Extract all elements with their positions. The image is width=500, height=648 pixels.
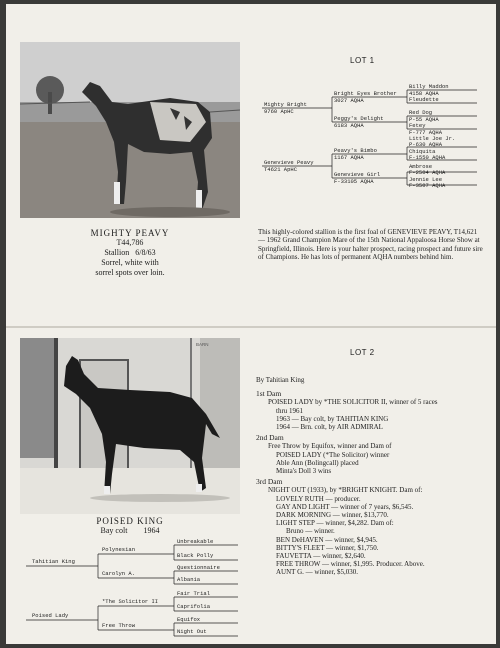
lot2-label: LOT 2 bbox=[350, 348, 375, 357]
ancestor-2-name: Black Polly bbox=[177, 552, 214, 559]
third-dam-line: LIGHT STEP — winner, $4,282. Dam of: bbox=[276, 519, 394, 528]
second-dam-heading: 2nd Dam bbox=[256, 433, 284, 443]
ancestor-5-name: Little Joe Jr. bbox=[409, 135, 456, 142]
dam-reg: T4621 ApHC bbox=[264, 166, 298, 173]
sex: Stallion bbox=[104, 248, 130, 257]
ancestor-4-name: Fetey bbox=[409, 122, 426, 129]
lot1-pedigree bbox=[262, 84, 482, 194]
foaling-year: 1964 bbox=[143, 526, 160, 535]
first-dam-heading: 1st Dam bbox=[256, 389, 282, 399]
ancestor-6-reg: F-1550 AQHA bbox=[409, 154, 446, 161]
third-dam-line: BEN DeHAVEN — winner, $4,945. bbox=[276, 535, 378, 544]
ancestor-4-name: Albania bbox=[177, 576, 201, 583]
ancestor-8-reg: F-3507 AQHA bbox=[409, 182, 446, 189]
third-dam-line: DARK MORNING — winner, $13,770. bbox=[276, 511, 389, 520]
granddam-1-reg: 6183 AQHA bbox=[334, 122, 364, 129]
registration-number: T44,786 bbox=[116, 238, 144, 247]
sire-reg: 9760 ApHC bbox=[264, 108, 294, 115]
ancestor-3-name: Red Dog bbox=[409, 109, 433, 116]
first-dam-line: POISED LADY by *THE SOLICITOR II, winner of 5 races bbox=[268, 398, 438, 407]
third-dam-line: GAY AND LIGHT — winner of 7 years, $6,545. bbox=[276, 502, 414, 511]
granddam-2-name: Free Throw bbox=[102, 622, 136, 629]
dam-name: Genevieve Peavy bbox=[264, 159, 314, 166]
ancestor-1-name: Unbreakable bbox=[177, 538, 214, 545]
horse-name: POISED KING bbox=[96, 516, 164, 526]
horse-photo-mighty-peavy bbox=[20, 42, 240, 218]
second-dam-line: POISED LADY (*The Solicitor) winner bbox=[276, 450, 390, 459]
ancestor-3-reg: P-55 AQHA bbox=[409, 116, 439, 123]
first-dam-line: 1964 — Brn. colt, by AIR ADMIRAL bbox=[276, 423, 383, 432]
ancestor-7-name: Ambrose bbox=[409, 163, 433, 170]
granddam-1-name: Peggy's Delight bbox=[334, 115, 384, 122]
first-dam-line: 1963 — Bay colt, by TAHITIAN KING bbox=[276, 414, 389, 423]
ancestor-8-name: Night Out bbox=[177, 628, 207, 635]
pedigree-lines bbox=[26, 538, 250, 638]
horse-photo-poised-king bbox=[20, 338, 240, 514]
third-dam-heading: 3rd Dam bbox=[256, 477, 283, 487]
third-dam-line: AUNT G. — winner, $5,030. bbox=[276, 568, 359, 577]
lot1-description: This highly-colored stallion is the first foal of GENEVIEVE PEAVY, T14,621 — 1962 Grand Champion Mare of the 15th National Appaloosa Horse Show at Springfield, Illinois. Here is your halter prospect, racing prospect and future sire of Champions. He has lots of permanent AQHA numbers behind him. bbox=[258, 228, 483, 262]
grandsire-1-name: Bright Eyes Brother bbox=[334, 90, 397, 97]
lot2-race-record bbox=[256, 376, 492, 577]
third-dam-line: Bruno — winner. bbox=[286, 527, 335, 536]
ancestor-1-name: Billy Maddon bbox=[409, 83, 449, 90]
foaling-date: 6/8/63 bbox=[135, 248, 156, 257]
grandsire-1-reg: 3027 AQHA bbox=[334, 97, 364, 104]
barn-sign: BARN bbox=[196, 342, 209, 347]
third-dam-line: NIGHT OUT (1933), by *BRIGHT KNIGHT. Dam of: bbox=[268, 486, 423, 495]
second-dam-line: Free Throw by Equifox, winner and Dam of bbox=[268, 442, 392, 451]
grandsire-1-name: Polynesian bbox=[102, 546, 136, 553]
ancestor-4-reg: F-777 AQHA bbox=[409, 129, 443, 136]
ancestor-6-name: Caprifolia bbox=[177, 603, 211, 610]
third-dam-line: FAUVETTA — winner, $2,640. bbox=[276, 552, 366, 561]
dam-name: Poised Lady bbox=[32, 612, 69, 619]
ancestor-5-reg: P-630 AQHA bbox=[409, 141, 443, 148]
third-dam-line: BITTY'S FLEET — winner, $1,750. bbox=[276, 543, 379, 552]
ancestor-6-name: Chiquita bbox=[409, 148, 436, 155]
sire-name: Tahitian King bbox=[32, 558, 75, 565]
sex-and-year bbox=[60, 526, 200, 536]
ancestor-5-name: Fair Trial bbox=[177, 590, 211, 597]
first-dam-line: thru 1961 bbox=[276, 406, 304, 415]
ancestor-8-name: Jennie Lee bbox=[409, 176, 443, 183]
granddam-2-name: Genevieve Girl bbox=[334, 171, 381, 178]
lot2-pedigree bbox=[26, 538, 250, 638]
third-dam-line: LOVELY RUTH — producer. bbox=[276, 494, 361, 503]
ancestor-2-name: Fleudette bbox=[409, 96, 439, 103]
sex: Bay colt bbox=[100, 526, 128, 535]
color-description-1: Sorrel, white with bbox=[101, 258, 159, 267]
granddam-2-reg: F-33105 AQHA bbox=[334, 178, 374, 185]
color-description-2: sorrel spots over loin. bbox=[95, 268, 165, 277]
page-fold bbox=[6, 326, 496, 328]
second-dam-line: Able Ann (Bolingcall) placed bbox=[276, 458, 359, 467]
sire-line: By Tahitian King bbox=[256, 376, 305, 384]
ancestor-1-reg: 4158 AQHA bbox=[409, 90, 439, 97]
second-dam-line: Minta's Doll 3 wins bbox=[276, 467, 332, 476]
third-dam-line: FREE THROW — winner, $1,995. Producer. Above. bbox=[276, 560, 425, 569]
ancestor-7-reg: F-2504 AQHA bbox=[409, 169, 446, 176]
grandsire-2-name: *The Solicitor II bbox=[102, 598, 159, 605]
lot1-caption bbox=[60, 228, 200, 278]
ancestor-3-name: Questionnaire bbox=[177, 564, 220, 571]
ancestor-7-name: Equifox bbox=[177, 616, 201, 623]
sire-name: Mighty Bright bbox=[264, 101, 307, 108]
lot2-caption bbox=[60, 516, 200, 536]
grandsire-2-name: Peavy's Bimbo bbox=[334, 147, 377, 154]
granddam-1-name: Carolyn A. bbox=[102, 570, 136, 577]
grandsire-2-reg: 1167 AQHA bbox=[334, 154, 364, 161]
lot1-label: LOT 1 bbox=[350, 56, 375, 65]
horse-name: MIGHTY PEAVY bbox=[90, 228, 170, 238]
sex-and-foaling-date bbox=[60, 248, 200, 258]
